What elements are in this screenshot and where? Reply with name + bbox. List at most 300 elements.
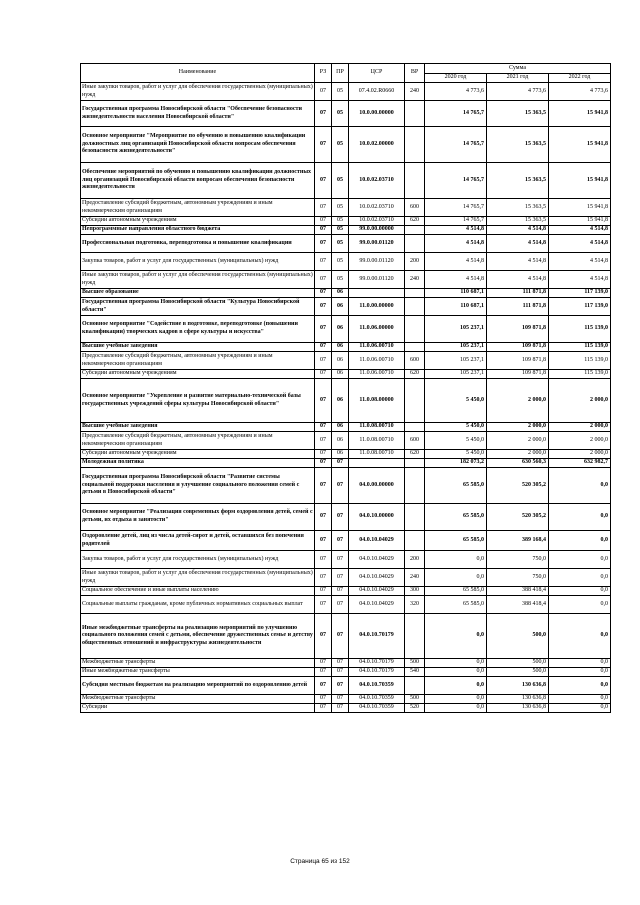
cell-vr: 600 [405,432,425,450]
cell-csr: 11.0.06.00710 [349,352,405,370]
cell-2022: 115 139,0 [549,370,611,379]
table-body [81,83,611,713]
cell-vr: 500 [405,659,425,668]
cell-csr: 11.0.00.00000 [349,298,405,316]
cell-2020: 65 585,0 [425,468,487,504]
cell-2020: 105 237,1 [425,352,487,370]
cell-2022: 2 000,0 [549,423,611,432]
cell-vr: 500 [405,695,425,704]
cell-2021: 111 871,8 [487,289,549,298]
table-row [81,163,611,199]
cell-csr: 11.0.06.00000 [349,316,405,343]
cell-rz: 07 [315,677,332,695]
cell-2022: 2 000,0 [549,450,611,459]
cell-pr: 07 [332,504,349,531]
cell-name: Предоставление субсидий бюджетным, автономным учреждениям и иным некоммерческим организациям [81,199,315,217]
cell-2022: 0,0 [549,614,611,659]
cell-2020: 110 687,1 [425,289,487,298]
cell-pr: 05 [332,253,349,271]
cell-2020: 0,0 [425,695,487,704]
cell-csr: 99.0.00.00000 [349,226,405,235]
cell-2022: 0,0 [549,704,611,713]
cell-2021: 4 514,8 [487,271,549,289]
cell-2021: 2 000,0 [487,450,549,459]
cell-2022: 0,0 [549,551,611,569]
cell-rz: 07 [315,83,332,101]
cell-2021: 130 636,8 [487,677,549,695]
table-row [81,199,611,217]
table-row [81,677,611,695]
cell-pr: 05 [332,163,349,199]
table-row [81,352,611,370]
cell-2020: 0,0 [425,668,487,677]
cell-csr: 04.0.10.70359 [349,695,405,704]
header-year-2022: 2022 год [549,74,611,83]
cell-rz: 07 [315,450,332,459]
cell-csr: 10.0.02.03710 [349,217,405,226]
cell-pr: 06 [332,316,349,343]
cell-rz: 07 [315,695,332,704]
cell-name: Закупка товаров, работ и услуг для государственных (муниципальных) нужд [81,551,315,569]
cell-csr: 04.0.10.70179 [349,614,405,659]
cell-vr [405,468,425,504]
table-row [81,569,611,587]
cell-csr: 04.0.10.04029 [349,596,405,614]
cell-pr: 07 [332,596,349,614]
cell-name: Субсидии автономным учреждениям [81,450,315,459]
cell-pr: 05 [332,271,349,289]
cell-pr: 06 [332,379,349,423]
cell-2022: 15 941,8 [549,199,611,217]
cell-name: Высшее образование [81,289,315,298]
cell-csr: 04.0.10.04029 [349,531,405,551]
cell-name: Государственная программа Новосибирской области "Культура Новосибирской области" [81,298,315,316]
cell-rz: 07 [315,127,332,163]
cell-2022: 15 941,8 [549,127,611,163]
cell-rz: 07 [315,379,332,423]
cell-name: Межбюджетные трансферты [81,659,315,668]
cell-2020: 14 765,7 [425,199,487,217]
cell-name: Субсидии автономным учреждениям [81,370,315,379]
cell-2021: 750,0 [487,551,549,569]
cell-2022: 115 139,0 [549,316,611,343]
header-sum: Сумма [425,64,611,74]
cell-2021: 750,0 [487,569,549,587]
cell-rz: 07 [315,352,332,370]
cell-pr: 05 [332,199,349,217]
cell-name: Основное мероприятие "Укрепление и развитие материально-технической базы государственных учреждений сферы культуры Новосибирской области" [81,379,315,423]
cell-pr: 06 [332,298,349,316]
table-row [81,695,611,704]
cell-vr: 320 [405,596,425,614]
cell-rz: 07 [315,468,332,504]
cell-2020: 5 450,0 [425,432,487,450]
table-row [81,468,611,504]
cell-rz: 07 [315,531,332,551]
cell-name: Обеспечение мероприятий по обучению и повышению квалификации должностных лиц организаций Новосибирской области вопросам обеспечения безопасности жизнедеятельности [81,163,315,199]
cell-vr: 600 [405,199,425,217]
cell-pr: 07 [332,459,349,468]
cell-2020: 4 514,8 [425,235,487,253]
cell-2020: 4 773,6 [425,83,487,101]
cell-2022: 115 139,0 [549,343,611,352]
cell-2020: 0,0 [425,614,487,659]
cell-2021: 500,0 [487,659,549,668]
cell-name: Государственная программа Новосибирской области "Развитие системы социальной поддержки населения и улучшение социального положения семей с детьми в Новосибирской области" [81,468,315,504]
table-row [81,423,611,432]
cell-csr: 11.0.06.00710 [349,370,405,379]
cell-vr [405,531,425,551]
cell-name: Предоставление субсидий бюджетным, автономным учреждениям и иным некоммерческим организациям [81,352,315,370]
cell-vr [405,316,425,343]
cell-vr [405,289,425,298]
cell-vr: 540 [405,668,425,677]
cell-2021: 15 363,5 [487,199,549,217]
cell-rz: 07 [315,596,332,614]
cell-vr: 620 [405,370,425,379]
cell-name: Высшие учебные заведения [81,423,315,432]
cell-vr: 300 [405,587,425,596]
cell-2022: 632 982,7 [549,459,611,468]
cell-rz: 07 [315,704,332,713]
cell-2022: 0,0 [549,569,611,587]
cell-name: Иные закупки товаров, работ и услуг для обеспечения государственных (муниципальных) нужд [81,569,315,587]
table-row [81,459,611,468]
cell-csr: 11.0.06.00710 [349,343,405,352]
cell-2022: 15 941,8 [549,217,611,226]
cell-2020: 14 765,7 [425,163,487,199]
cell-csr: 11.0.08.00000 [349,379,405,423]
cell-2021: 520 305,2 [487,468,549,504]
cell-vr: 240 [405,569,425,587]
cell-pr: 05 [332,101,349,127]
cell-vr: 200 [405,253,425,271]
cell-rz: 07 [315,343,332,352]
header-year-2021: 2021 год [487,74,549,83]
table-row [81,704,611,713]
cell-pr: 07 [332,531,349,551]
cell-2020: 0,0 [425,659,487,668]
cell-csr: 04.0.10.04029 [349,551,405,569]
cell-pr: 07 [332,551,349,569]
cell-name: Государственная программа Новосибирской области "Обеспечение безопасности жизнедеятельности населения Новосибирской области" [81,101,315,127]
cell-vr [405,127,425,163]
cell-2021: 15 363,5 [487,127,549,163]
cell-vr [405,343,425,352]
cell-2021: 111 871,8 [487,298,549,316]
header-year-2020: 2020 год [425,74,487,83]
cell-rz: 07 [315,163,332,199]
cell-csr: 10.0.02.00000 [349,127,405,163]
table-row [81,551,611,569]
cell-name: Оздоровление детей, лиц из числа детей-сирот и детей, оставшихся без попечения родителей [81,531,315,551]
cell-csr: 04.0.10.70359 [349,704,405,713]
cell-2020: 5 450,0 [425,423,487,432]
cell-rz: 07 [315,587,332,596]
cell-rz: 07 [315,459,332,468]
cell-2021: 520 305,2 [487,504,549,531]
cell-2020: 105 237,1 [425,316,487,343]
cell-2021: 109 871,8 [487,352,549,370]
cell-csr: 04.0.10.70179 [349,668,405,677]
cell-2020: 14 765,7 [425,101,487,127]
cell-vr [405,423,425,432]
cell-2022: 4 514,8 [549,235,611,253]
cell-2021: 500,0 [487,668,549,677]
cell-rz: 07 [315,423,332,432]
cell-2022: 0,0 [549,659,611,668]
table-row [81,596,611,614]
cell-csr: 04.0.10.70359 [349,677,405,695]
table-row [81,504,611,531]
cell-rz: 07 [315,668,332,677]
cell-vr: 240 [405,271,425,289]
cell-vr [405,163,425,199]
cell-pr: 07 [332,659,349,668]
cell-csr: 11.0.08.00710 [349,450,405,459]
table-row [81,379,611,423]
cell-pr: 05 [332,127,349,163]
table-row [81,235,611,253]
cell-pr: 07 [332,587,349,596]
cell-name: Профессиональная подготовка, переподготовка и повышение квалификации [81,235,315,253]
table-row [81,83,611,101]
cell-rz: 07 [315,569,332,587]
table-row [81,450,611,459]
cell-rz: 07 [315,289,332,298]
cell-rz: 07 [315,316,332,343]
cell-csr: 11.0.08.00710 [349,423,405,432]
cell-2022: 0,0 [549,468,611,504]
page-footer: Страница 65 из 152 [290,858,350,865]
cell-pr: 06 [332,352,349,370]
cell-vr [405,101,425,127]
cell-2022: 117 139,0 [549,289,611,298]
table-row [81,587,611,596]
table-row [81,370,611,379]
cell-2022: 0,0 [549,677,611,695]
cell-2022: 2 000,0 [549,379,611,423]
cell-csr: 04.0.10.00000 [349,504,405,531]
cell-csr [349,289,405,298]
cell-name: Межбюджетные трансферты [81,695,315,704]
cell-name: Иные межбюджетные трансферты на реализацию мероприятий по улучшению социального положения семей с детьми, обеспечение дружественных семье и детству общественных отношений и инфраструктуры жизнедеятельности [81,614,315,659]
cell-vr: 620 [405,217,425,226]
table-row [81,659,611,668]
cell-2020: 0,0 [425,704,487,713]
cell-2020: 65 585,0 [425,587,487,596]
cell-2021: 130 636,8 [487,704,549,713]
cell-csr: 04.0.00.00000 [349,468,405,504]
cell-rz: 07 [315,298,332,316]
cell-2020: 0,0 [425,569,487,587]
cell-2022: 0,0 [549,596,611,614]
cell-vr: 620 [405,450,425,459]
cell-vr [405,677,425,695]
cell-csr: 07.4.02.R0660 [349,83,405,101]
cell-rz: 07 [315,226,332,235]
budget-table-container [80,63,610,713]
cell-2022: 2 000,0 [549,432,611,450]
cell-vr: 520 [405,704,425,713]
cell-csr: 04.0.10.70179 [349,659,405,668]
cell-2020: 14 765,7 [425,127,487,163]
header-vr: ВР [405,64,425,83]
cell-2021: 2 000,0 [487,379,549,423]
cell-2021: 130 636,8 [487,695,549,704]
cell-pr: 07 [332,704,349,713]
header-csr: ЦСР [349,64,405,83]
cell-vr [405,459,425,468]
table-row [81,614,611,659]
cell-2020: 105 237,1 [425,370,487,379]
cell-2022: 0,0 [549,531,611,551]
cell-pr: 07 [332,569,349,587]
table-row [81,316,611,343]
cell-2020: 5 450,0 [425,450,487,459]
cell-name: Иные закупки товаров, работ и услуг для обеспечения государственных (муниципальных) нужд [81,271,315,289]
table-row [81,101,611,127]
cell-2022: 4 514,8 [549,271,611,289]
table-row [81,289,611,298]
cell-name: Иные межбюджетные трансферты [81,668,315,677]
cell-2020: 182 073,2 [425,459,487,468]
cell-pr: 05 [332,226,349,235]
cell-csr: 99.0.00.01120 [349,253,405,271]
cell-2022: 15 941,8 [549,163,611,199]
cell-2020: 0,0 [425,551,487,569]
cell-2020: 4 514,8 [425,271,487,289]
cell-name: Субсидии [81,704,315,713]
cell-2021: 2 000,0 [487,423,549,432]
cell-2021: 4 514,8 [487,226,549,235]
cell-csr: 10.0.02.03710 [349,163,405,199]
cell-csr: 99.0.00.01120 [349,271,405,289]
cell-name: Субсидия местным бюджетам на реализацию мероприятий по оздоровлению детей [81,677,315,695]
cell-pr: 05 [332,217,349,226]
cell-vr: 600 [405,352,425,370]
cell-name: Социальные выплаты гражданам, кроме публичных нормативных социальных выплат [81,596,315,614]
cell-2022: 4 514,8 [549,253,611,271]
cell-csr: 04.0.10.04029 [349,569,405,587]
cell-2022: 0,0 [549,695,611,704]
cell-pr: 06 [332,289,349,298]
cell-pr: 06 [332,432,349,450]
cell-name: Основное мероприятие "Мероприятие по обучению и повышению квалификации должностных лиц организаций Новосибирской области вопросам обеспечения безопасности жизнедеятельности" [81,127,315,163]
cell-2022: 4 514,8 [549,226,611,235]
cell-rz: 07 [315,551,332,569]
table-row [81,531,611,551]
budget-table [80,63,611,713]
cell-2020: 5 450,0 [425,379,487,423]
cell-name: Закупка товаров, работ и услуг для государственных (муниципальных) нужд [81,253,315,271]
cell-2021: 388 418,4 [487,596,549,614]
cell-pr: 05 [332,83,349,101]
cell-2020: 14 765,7 [425,217,487,226]
cell-rz: 07 [315,101,332,127]
cell-2020: 0,0 [425,677,487,695]
cell-2020: 4 514,8 [425,226,487,235]
cell-2020: 65 585,0 [425,531,487,551]
cell-2020: 65 585,0 [425,504,487,531]
cell-2021: 2 000,0 [487,432,549,450]
cell-2022: 0,0 [549,668,611,677]
cell-csr [349,459,405,468]
cell-pr: 06 [332,343,349,352]
cell-name: Основное мероприятие "Реализация современных форм оздоровления детей, семей с детьми, их отдыха и занятости" [81,504,315,531]
cell-2022: 117 139,0 [549,298,611,316]
cell-vr [405,504,425,531]
cell-name: Субсидии автономным учреждениям [81,217,315,226]
cell-rz: 07 [315,614,332,659]
cell-2021: 4 773,6 [487,83,549,101]
cell-name: Предоставление субсидий бюджетным, автономным учреждениям и иным некоммерческим организациям [81,432,315,450]
cell-rz: 07 [315,199,332,217]
cell-vr: 240 [405,83,425,101]
cell-pr: 06 [332,423,349,432]
cell-vr [405,298,425,316]
cell-rz: 07 [315,659,332,668]
cell-vr: 200 [405,551,425,569]
cell-rz: 07 [315,432,332,450]
cell-rz: 07 [315,235,332,253]
table-row [81,668,611,677]
cell-2022: 15 941,8 [549,101,611,127]
cell-2020: 65 585,0 [425,596,487,614]
cell-2022: 4 773,6 [549,83,611,101]
cell-name: Иные закупки товаров, работ и услуг для обеспечения государственных (муниципальных) нужд [81,83,315,101]
cell-rz: 07 [315,217,332,226]
cell-2022: 115 139,0 [549,352,611,370]
cell-vr [405,226,425,235]
cell-name: Основное мероприятие "Содействие в подготовке, переподготовке (повышении квалификации) творческих кадров в сфере культуры и искусства" [81,316,315,343]
table-row [81,127,611,163]
cell-csr: 99.0.00.01120 [349,235,405,253]
cell-2020: 4 514,8 [425,253,487,271]
cell-2021: 388 418,4 [487,587,549,596]
cell-name: Социальное обеспечение и иные выплаты населению [81,587,315,596]
cell-vr [405,614,425,659]
table-row [81,217,611,226]
cell-2020: 105 237,1 [425,343,487,352]
cell-pr: 07 [332,614,349,659]
cell-2022: 0,0 [549,504,611,531]
cell-2021: 109 871,8 [487,343,549,352]
cell-2020: 110 687,1 [425,298,487,316]
cell-csr: 11.0.08.00710 [349,432,405,450]
cell-2021: 15 363,5 [487,163,549,199]
cell-2021: 109 871,8 [487,316,549,343]
cell-2021: 15 363,5 [487,217,549,226]
cell-2021: 4 514,8 [487,235,549,253]
cell-rz: 07 [315,504,332,531]
cell-pr: 06 [332,450,349,459]
cell-pr: 07 [332,695,349,704]
cell-rz: 07 [315,271,332,289]
cell-2022: 0,0 [549,587,611,596]
header-name: Наименование [81,64,315,83]
table-row [81,271,611,289]
table-row [81,343,611,352]
cell-vr [405,235,425,253]
cell-name: Высшие учебные заведения [81,343,315,352]
cell-2021: 630 560,3 [487,459,549,468]
cell-2021: 15 363,5 [487,101,549,127]
cell-csr: 10.0.02.03710 [349,199,405,217]
cell-2021: 389 168,4 [487,531,549,551]
cell-2021: 4 514,8 [487,253,549,271]
table-row [81,253,611,271]
